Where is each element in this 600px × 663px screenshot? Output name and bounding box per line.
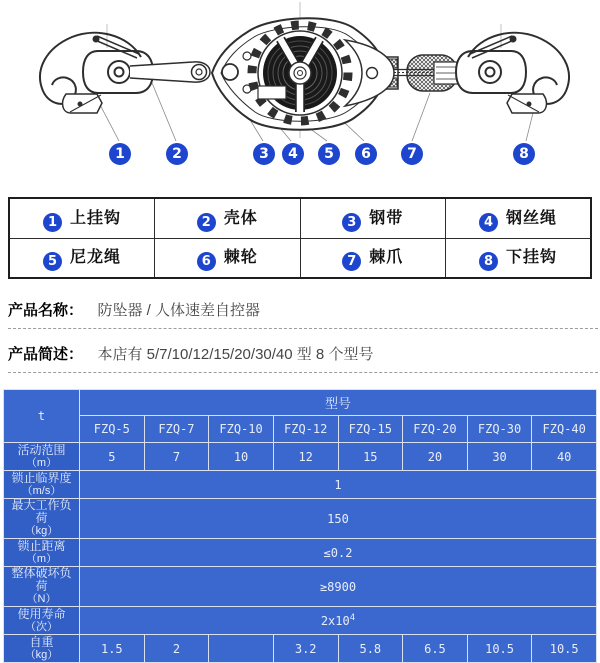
part-number-badge: 6 xyxy=(197,252,216,271)
part-cell-2 xyxy=(155,198,301,238)
spec-row-label: 整体破坏负荷 （N） xyxy=(4,567,80,607)
spec-model-group-header: 型号 xyxy=(80,390,597,416)
product-desc-label: 产品简述： xyxy=(8,346,84,363)
spec-value: 1.5 xyxy=(80,635,145,663)
exponent: 4 xyxy=(349,613,356,623)
part-number-badge: 1 xyxy=(43,213,62,232)
product-name-value: 防坠器 / 人体速差自控器 xyxy=(97,302,260,319)
part-cell-7 xyxy=(300,238,446,278)
callout-badge-1: 1 xyxy=(109,143,131,165)
part-number-badge: 7 xyxy=(342,252,361,271)
spec-row-lock-distance xyxy=(4,539,597,567)
callout-badge-5: 5 xyxy=(318,143,340,165)
part-cell-5 xyxy=(9,238,155,278)
spec-row-weight xyxy=(4,635,597,663)
part-cell-4 xyxy=(446,198,592,238)
spec-table xyxy=(3,389,597,663)
callout-badge-6: 6 xyxy=(355,143,377,165)
part-cell-1 xyxy=(9,198,155,238)
spec-row-label: 使用寿命 （次） xyxy=(4,607,80,635)
part-name: 钢丝绳 xyxy=(505,209,557,227)
part-name: 棘爪 xyxy=(369,249,404,267)
spec-value: 7 xyxy=(144,443,209,471)
part-cell-6 xyxy=(155,238,301,278)
spec-value: ≤0.2 xyxy=(80,539,597,567)
product-desc-row xyxy=(8,329,598,373)
spec-row-label: 锁止距离 （m） xyxy=(4,539,80,567)
spec-models-row xyxy=(4,416,597,443)
spec-row-label: 活动范围 （m） xyxy=(4,443,80,471)
product-desc-value: 本店有 5/7/10/12/15/20/30/40 型 8 个型号 xyxy=(97,346,374,363)
part-name: 棘轮 xyxy=(223,249,258,267)
spec-model: FZQ-5 xyxy=(80,416,145,443)
spec-model: FZQ-7 xyxy=(144,416,209,443)
spec-value: 15 xyxy=(338,443,403,471)
product-name-label: 产品名称： xyxy=(8,302,84,319)
callout-badge-3: 3 xyxy=(253,143,275,165)
spec-corner-cell: t xyxy=(4,390,80,443)
technical-diagram xyxy=(0,0,600,170)
callout-badge-8: 8 xyxy=(513,143,535,165)
part-name: 上挂钩 xyxy=(69,209,121,227)
spec-header-row xyxy=(4,390,597,416)
part-number-badge: 3 xyxy=(342,213,361,232)
part-number-badge: 4 xyxy=(479,213,498,232)
spec-model: FZQ-15 xyxy=(338,416,403,443)
parts-row-2 xyxy=(9,238,591,278)
part-cell-3 xyxy=(300,198,446,238)
spec-value: 2 xyxy=(144,635,209,663)
part-name: 壳体 xyxy=(223,209,258,227)
part-number-badge: 5 xyxy=(43,252,62,271)
shock-absorber-bumper xyxy=(407,55,458,91)
part-name: 下挂钩 xyxy=(505,249,557,267)
fall-arrester-drawing xyxy=(0,0,600,170)
spec-value xyxy=(209,635,274,663)
part-number-badge: 8 xyxy=(479,252,498,271)
spec-value: 12 xyxy=(273,443,338,471)
parts-row-1 xyxy=(9,198,591,238)
callout-badge-7: 7 xyxy=(401,143,423,165)
spec-value: 6.5 xyxy=(403,635,468,663)
parts-legend-table xyxy=(8,197,592,279)
spec-row-label: 自重 （kg） xyxy=(4,635,80,663)
callout-badge-4: 4 xyxy=(282,143,304,165)
spec-row-service-life xyxy=(4,607,597,635)
spec-value: 5.8 xyxy=(338,635,403,663)
spec-model: FZQ-40 xyxy=(532,416,597,443)
callout-badge-2: 2 xyxy=(166,143,188,165)
spec-value: 3.2 xyxy=(273,635,338,663)
spec-value: 20 xyxy=(403,443,468,471)
spec-row-lock-threshold xyxy=(4,471,597,499)
spec-value: 10 xyxy=(209,443,274,471)
spec-value: $2x10^4$ xyxy=(80,607,597,635)
product-name-row xyxy=(8,279,598,329)
spec-value: ≥8900 xyxy=(80,567,597,607)
spec-value: 5 xyxy=(80,443,145,471)
spec-row-label: 最大工作负荷 （kg） xyxy=(4,499,80,539)
right-hook xyxy=(456,33,569,113)
spec-value: 40 xyxy=(532,443,597,471)
part-number-badge: 2 xyxy=(197,213,216,232)
spec-row-breaking-load xyxy=(4,567,597,607)
connector-link xyxy=(130,62,210,82)
spec-value: 1 xyxy=(80,471,597,499)
spec-value: 150 xyxy=(80,499,597,539)
spec-value: 30 xyxy=(467,443,532,471)
part-name: 尼龙绳 xyxy=(69,249,121,267)
spec-row-label: 锁止临界度 （m/s） xyxy=(4,471,80,499)
spec-model: FZQ-10 xyxy=(209,416,274,443)
spec-row-max-load xyxy=(4,499,597,539)
spec-model: FZQ-12 xyxy=(273,416,338,443)
part-name: 钢带 xyxy=(369,209,404,227)
part-cell-8 xyxy=(446,238,592,278)
spec-model: FZQ-20 xyxy=(403,416,468,443)
spec-value: 10.5 xyxy=(467,635,532,663)
spec-value: 10.5 xyxy=(532,635,597,663)
spec-row-range xyxy=(4,443,597,471)
spec-model: FZQ-30 xyxy=(467,416,532,443)
